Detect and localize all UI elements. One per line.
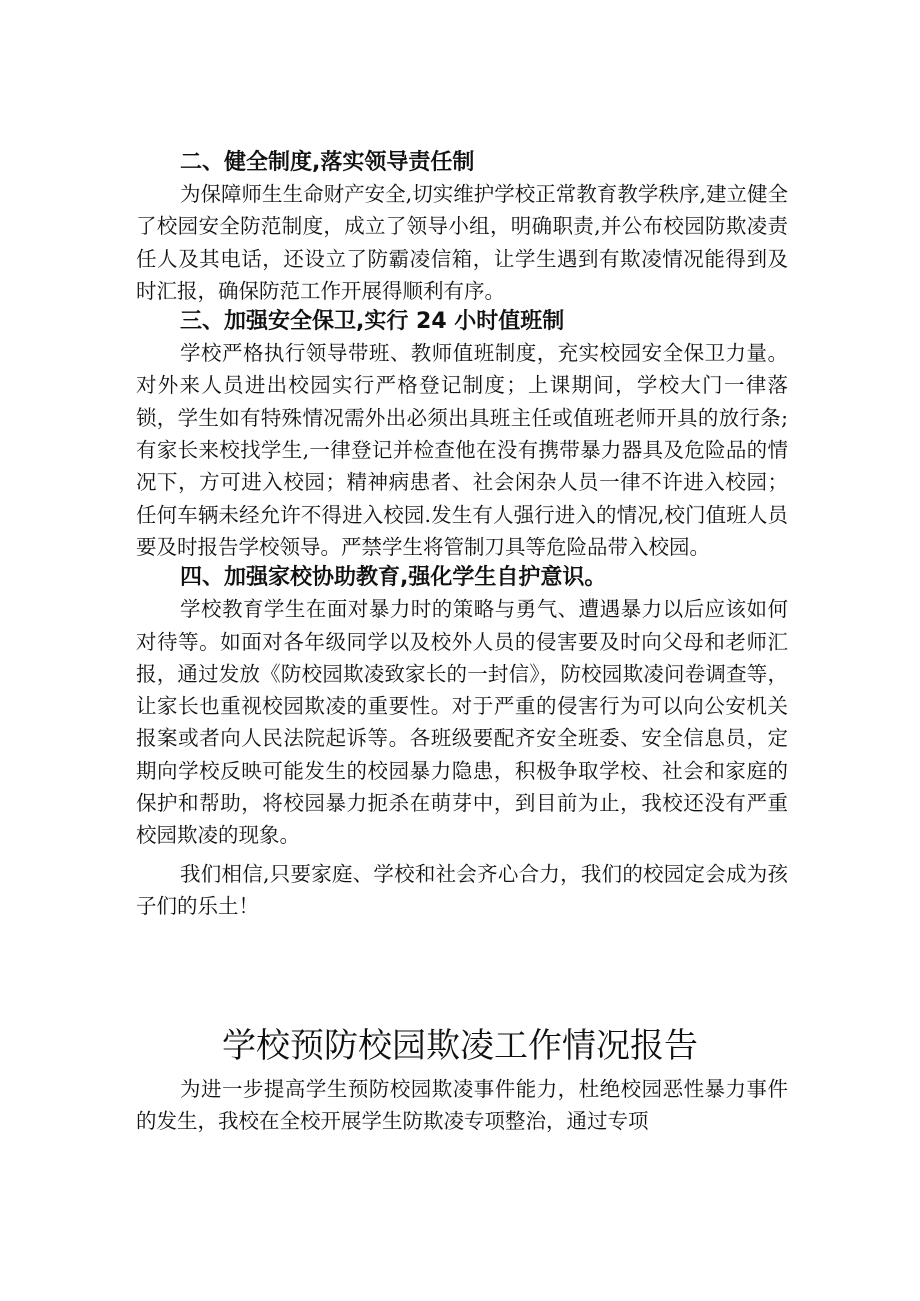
report-intro-paragraph: 为进一步提高学生预防校园欺凌事件能力，杜绝校园恶性暴力事件的发生，我校在全校开展学生防欺凌专项整治，通过专项 [136,1077,788,1134]
section-heading-3: 三、加强安全保卫,实行 24 小时值班制 [180,309,565,335]
section-heading-4: 四、加强家校协助教育,强化学生自护意识。 [180,565,607,591]
section-paragraph-4: 学校教育学生在面对暴力时的策略与勇气、遭遇暴力以后应该如何对待等。如面对各年级同学以及校外人员的侵害要及时向父母和老师汇报，通过发放《防校园欺凌致家长的一封信》，防校园欺凌问卷调查等，让家长也重视校园欺凌的重要性。对于严重的侵害行为可以向公安机关报案或者向人民法院起诉等。各班级要配齐安全班委、安全信息员，定期向学校反映可能发生的校园暴力隐患，积极争取学校、社会和家庭的保护和帮助，将校园暴力扼杀在萌芽中，到目前为止，我校还没有严重校园欺凌的现象。 [136,597,788,848]
report-title: 学校预防校园欺凌工作情况报告 [222,1026,698,1066]
section-heading-2: 二、健全制度,落实领导责任制 [180,150,475,175]
section-paragraph-3: 学校严格执行领导带班、教师值班制度，充实校园安全保卫力量。对外来人员进出校园实行严格登记制度；上课期间，学校大门一律落锁，学生如有特殊情况需外出必须出具班主任或值班老师开具的放行条;有家长来校找学生,一律登记并检查他在没有携带暴力器具及危险品的情况下，方可进入校园；精神病患者、社会闲杂人员一律不许进入校园；任何车辆未经允许不得进入校园.发生有人强行进入的情况,校门值班人员要及时报告学校领导。严禁学生将管制刀具等危险品带入校园。 [136,341,788,559]
closing-paragraph: 我们相信,只要家庭、学校和社会齐心合力，我们的校园定会成为孩子们的乐土！ [136,861,788,918]
section-paragraph-2: 为保障师生生命财产安全,切实维护学校正常教育教学秩序,建立健全了校园安全防范制度，成立了领导小组，明确职责,并公布校园防欺凌责任人及其电话，还设立了防霸凌信箱，让学生遇到有欺凌情况能得到及时汇报，确保防范工作开展得顺利有序。 [136,182,788,303]
document-body [136,148,788,922]
report-body [136,1073,788,1138]
